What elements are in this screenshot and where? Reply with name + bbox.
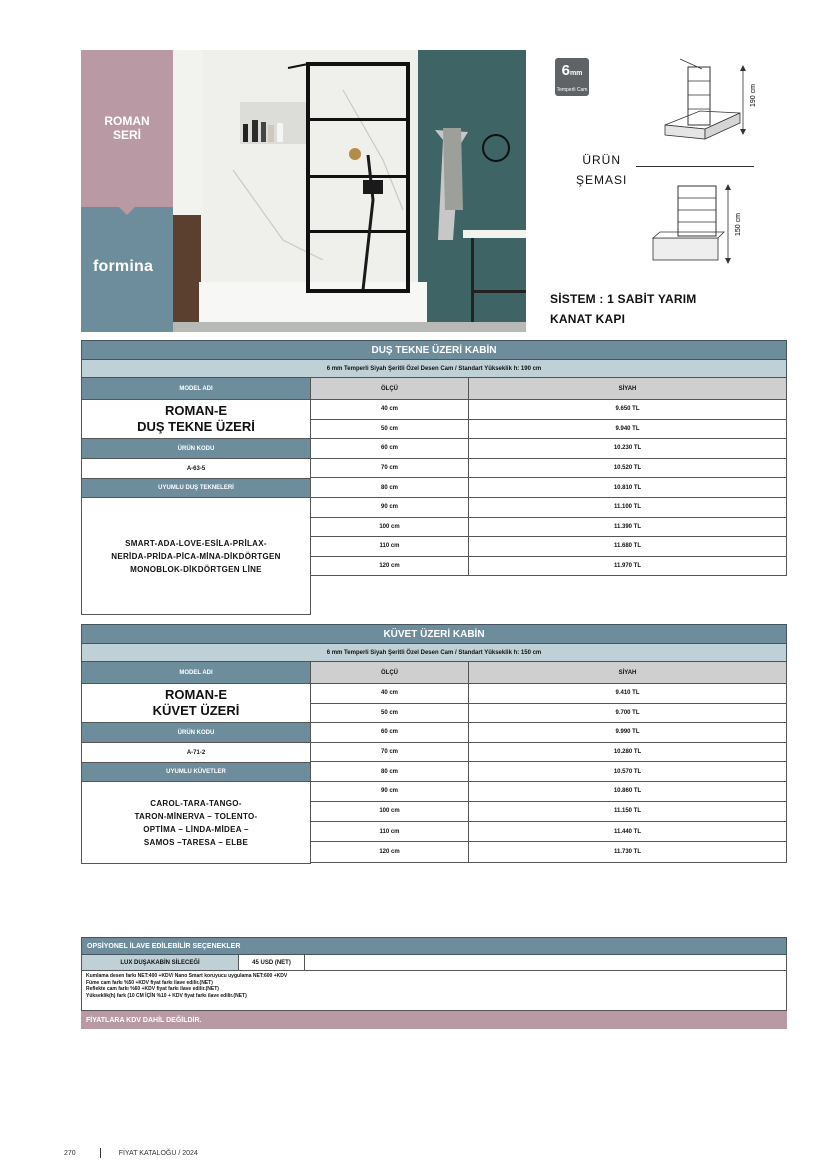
- price-cell: 11.680 TL: [469, 537, 787, 557]
- price-cell: 11.100 TL: [469, 498, 787, 518]
- table-title: KÜVET ÜZERİ KABİN: [81, 624, 787, 644]
- model-line2: KÜVET ÜZERİ: [152, 703, 240, 718]
- compatible-list: [82, 498, 310, 615]
- size-cell: 100 cm: [311, 518, 469, 538]
- option-note: Kumlama desen farkı NET:400 +KDV/ Nano Smart koruyucu uygulama NET:600 +KDV: [86, 973, 288, 979]
- table-row: [311, 400, 787, 420]
- compatible-line: MONOBLOK-DİKDÖRTGEN LİNE: [130, 564, 262, 574]
- catalog-name: FİYAT KATALOĞU / 2024: [118, 1149, 198, 1157]
- product-code: A-71-2: [82, 743, 310, 763]
- table-row: [311, 684, 787, 704]
- price-cell: 10.280 TL: [469, 743, 787, 763]
- model-name: [82, 684, 310, 723]
- shower-photo-icon: [173, 50, 526, 332]
- table-row: [311, 420, 787, 440]
- price-cell: 11.730 TL: [469, 842, 787, 862]
- table-title: DUŞ TEKNE ÜZERİ KABİN: [81, 340, 787, 360]
- price-cell: 11.440 TL: [469, 822, 787, 842]
- panel-arrow: [119, 207, 135, 215]
- page-number: 270: [64, 1149, 76, 1157]
- optional-extras-box: [81, 937, 787, 1029]
- size-cell: 70 cm: [311, 743, 469, 763]
- price-cell: 11.150 TL: [469, 802, 787, 822]
- table-row: [311, 557, 787, 577]
- model-line2: DUŞ TEKNE ÜZERİ: [137, 419, 255, 434]
- option-note: Yükseklik(h) fark (10 CM İÇİN %10 + KDV fiyat farkı ilave edilir.(NET): [86, 992, 247, 999]
- size-cell: 60 cm: [311, 439, 469, 459]
- size-cell: 100 cm: [311, 802, 469, 822]
- size-cell: 70 cm: [311, 459, 469, 479]
- price-cell: 11.390 TL: [469, 518, 787, 538]
- size-cell: 80 cm: [311, 762, 469, 782]
- size-cell: 90 cm: [311, 498, 469, 518]
- system-line2: KANAT KAPI: [550, 312, 626, 326]
- table-row: [311, 518, 787, 538]
- series-name: ROMAN: [104, 114, 150, 128]
- price-cell: 10.520 TL: [469, 459, 787, 479]
- col-size: ÖLÇÜ: [311, 378, 469, 400]
- model-line1: ROMAN-E: [164, 403, 228, 418]
- footer-divider: [100, 1148, 101, 1158]
- price-cell: 9.700 TL: [469, 704, 787, 724]
- compatible-line: NERİDA-PRİDA-PİCA-MİNA-DİKDÖRTGEN: [111, 551, 281, 561]
- size-cell: 50 cm: [311, 704, 469, 724]
- tray-height: 190 cm: [750, 84, 757, 107]
- options-title: OPSİYONEL İLAVE EDİLEBİLİR SEÇENEKLER: [81, 937, 787, 955]
- table-header: [81, 378, 787, 400]
- option-empty-cell: [305, 955, 787, 971]
- col-price: SİYAH: [469, 378, 787, 400]
- thickness-number: 6: [561, 62, 570, 79]
- price-cell: 10.860 TL: [469, 782, 787, 802]
- size-cell: 90 cm: [311, 782, 469, 802]
- series-label: SERİ: [112, 128, 141, 142]
- compatible-line: SMART-ADA-LOVE-ESİLA-PRİLAX-: [125, 538, 267, 548]
- table-row: [311, 478, 787, 498]
- hero-banner: [81, 50, 526, 332]
- product-code: A-63-5: [82, 459, 310, 479]
- table-row: [311, 782, 787, 802]
- size-cell: 80 cm: [311, 478, 469, 498]
- compatible-list: [82, 782, 310, 864]
- product-code-label: ÜRÜN KODU: [82, 723, 310, 743]
- price-cell: 10.810 TL: [469, 478, 787, 498]
- compatible-line: OPTİMA – LİNDA-MİDEA –: [143, 824, 249, 834]
- col-model: MODEL ADI: [81, 378, 311, 400]
- brand-logo: formina: [93, 258, 154, 275]
- product-code-label: ÜRÜN KODU: [82, 439, 310, 459]
- price-cell: 9.940 TL: [469, 420, 787, 440]
- table-row: [311, 704, 787, 724]
- model-line1: ROMAN-E: [164, 687, 228, 702]
- col-model: MODEL ADI: [81, 662, 311, 684]
- table-row: [311, 743, 787, 763]
- price-cell: 9.650 TL: [469, 400, 787, 420]
- shower-tray-price-table: [81, 340, 787, 615]
- col-size: ÖLÇÜ: [311, 662, 469, 684]
- model-name: [82, 400, 310, 439]
- price-cell: 9.410 TL: [469, 684, 787, 704]
- table-header: [81, 662, 787, 684]
- thickness-unit: mm: [569, 70, 583, 77]
- option-price: 45 USD (NET): [239, 955, 305, 971]
- compatible-line: SAMOS –TARESA – ELBE: [143, 837, 249, 847]
- option-row: [81, 955, 787, 971]
- schema-label-line1: ÜRÜN: [582, 153, 622, 167]
- col-price: SİYAH: [469, 662, 787, 684]
- size-cell: 110 cm: [311, 537, 469, 557]
- glass-thickness-badge: [555, 58, 589, 96]
- system-description: [550, 289, 696, 329]
- system-line1: SİSTEM : 1 SABİT YARIM: [550, 292, 697, 306]
- table-row: [311, 459, 787, 479]
- vat-notice: FİYATLARA KDV DAHİL DEĞİLDİR.: [81, 1011, 787, 1029]
- price-cell: 10.570 TL: [469, 762, 787, 782]
- bathtub-diagram-icon: [648, 178, 758, 268]
- bathtub-price-table: [81, 624, 787, 864]
- table-row: [311, 498, 787, 518]
- size-cell: 40 cm: [311, 400, 469, 420]
- size-cell: 120 cm: [311, 842, 469, 862]
- options-notes: [81, 971, 787, 1011]
- table-subtitle: 6 mm Temperli Siyah Şeritli Özel Desen Cam / Standart Yükseklik h: 190 cm: [81, 360, 787, 378]
- table-row: [311, 723, 787, 743]
- size-cell: 50 cm: [311, 420, 469, 440]
- tub-height: 150 cm: [735, 213, 742, 236]
- page-footer: [64, 1148, 198, 1158]
- table-row: [311, 802, 787, 822]
- thickness-caption: Temperli Cam: [556, 87, 588, 93]
- schema-divider: [636, 166, 754, 167]
- table-row: [311, 842, 787, 862]
- price-cell: 9.990 TL: [469, 723, 787, 743]
- price-cell: 11.970 TL: [469, 557, 787, 577]
- option-name: LUX DUŞAKABİN SİLECEĞİ: [81, 955, 239, 971]
- size-cell: 40 cm: [311, 684, 469, 704]
- compatible-line: TARON-MİNERVA – TOLENTO-: [134, 811, 258, 821]
- size-cell: 110 cm: [311, 822, 469, 842]
- table-subtitle: 6 mm Temperli Siyah Şeritli Özel Desen Cam / Standart Yükseklik h: 150 cm: [81, 644, 787, 662]
- compatible-label: UYUMLU DUŞ TEKNELERİ: [82, 479, 310, 498]
- price-cell: 10.230 TL: [469, 439, 787, 459]
- option-note: Füme cam farkı %50 +KDV fiyat farkı ilave edilir.(NET): [86, 979, 213, 986]
- shower-tray-diagram-icon: [655, 55, 765, 155]
- compatible-label: UYUMLU KÜVETLER: [82, 763, 310, 782]
- compatible-line: CAROL-TARA-TANGO-: [150, 798, 242, 808]
- option-note: Reflekte cam farkı %60 +KDV fiyat farkı ilave edilir.(NET): [86, 986, 219, 992]
- size-cell: 120 cm: [311, 557, 469, 577]
- table-row: [311, 537, 787, 557]
- table-row: [311, 762, 787, 782]
- schema-label: [576, 150, 627, 190]
- table-row: [311, 822, 787, 842]
- table-row: [311, 439, 787, 459]
- size-cell: 60 cm: [311, 723, 469, 743]
- schema-label-line2: ŞEMASI: [576, 173, 628, 187]
